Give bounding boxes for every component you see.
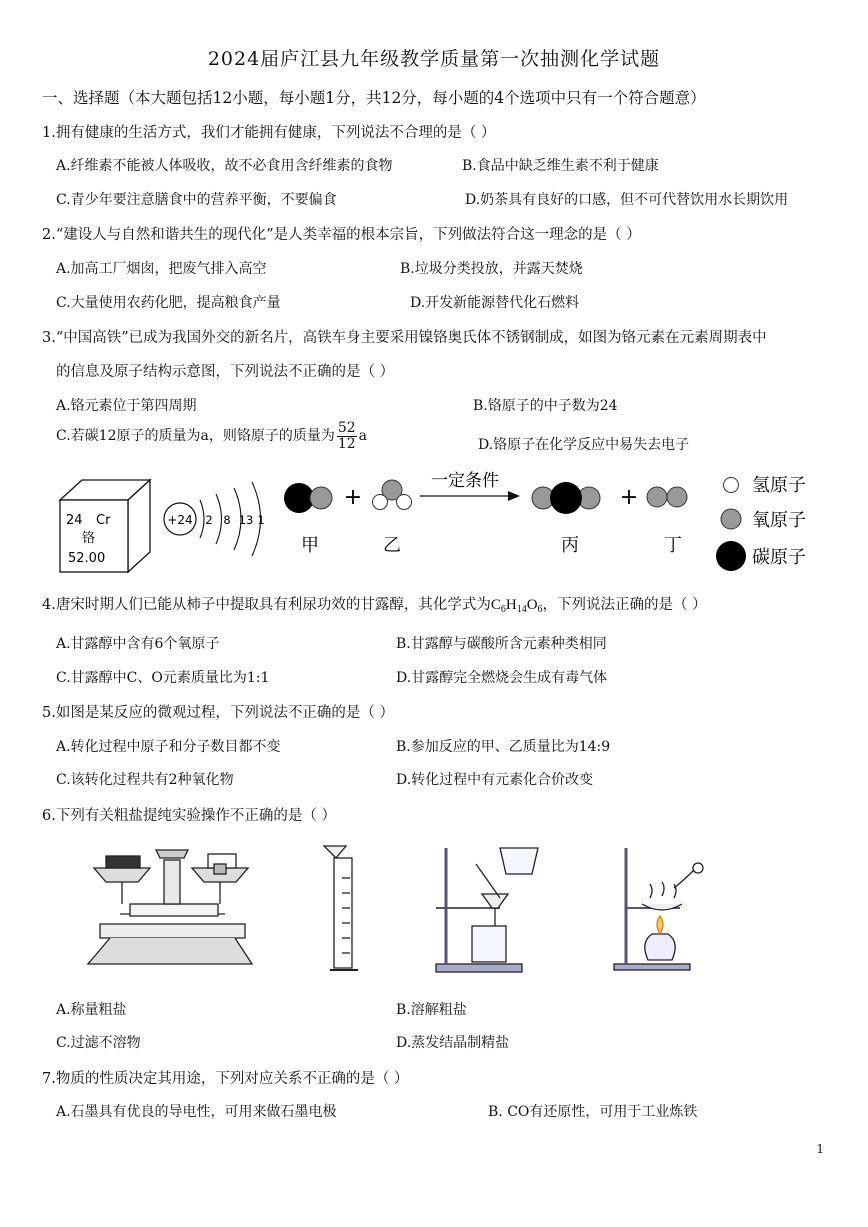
question-3-stem-line-2: 的信息及原子结构示意图，下列说法不正确的是（ ）: [56, 364, 395, 380]
filtration-setup-illustration: [436, 848, 538, 972]
question-1-option-c: C.青少年要注意膳食中的营养平衡，不要偏食: [56, 192, 337, 208]
formula-h: H: [505, 597, 517, 613]
question-2-option-d: D.开发新能源替代化石燃料: [410, 295, 580, 311]
atom: [647, 487, 667, 507]
nucleus-charge: +24: [167, 513, 193, 527]
element-card: [60, 480, 150, 572]
mass-fraction: [337, 421, 357, 451]
question-3-option-a: A.铬元素位于第四周期: [56, 398, 197, 414]
section-heading: 一、选择题（本大题包括12小题，每小题1分，共12分，每小题的4个选项中只有一个符合题意）: [42, 89, 706, 107]
shell-electrons-4: 1: [257, 513, 265, 527]
atom-legend: [716, 475, 806, 571]
formula-o: O: [526, 597, 538, 613]
question-3-option-b: B.铬原子的中子数为24: [473, 398, 618, 414]
carbon-legend-swatch: [716, 541, 746, 571]
fraction-denominator: 12: [337, 435, 356, 452]
question-2-option-b: B.垃圾分类投放，并露天焚烧: [400, 261, 583, 277]
atom: [667, 487, 687, 507]
label-jia: 甲: [301, 535, 319, 556]
question-4-option-a: A.甘露醇中含有6个氧原子: [56, 636, 220, 652]
question-4-option-d: D.甘露醇完全燃烧会生成有毒气体: [396, 670, 608, 686]
shell-arc-2: [216, 494, 222, 544]
shell-electrons-3: 13: [238, 513, 254, 527]
question-4-option-b: B.甘露醇与碳酸所含元素种类相同: [396, 636, 607, 652]
question-5-option-c: C.该转化过程共有2种氧化物: [56, 772, 234, 788]
question-1-stem: 1.拥有健康的生活方式，我们才能拥有健康，下列说法不合理的是（ ）: [42, 125, 496, 141]
label-bing: 丙: [561, 535, 579, 556]
molecule-yi: [373, 480, 412, 510]
carbon-atom: [550, 482, 582, 514]
reaction-condition: 一定条件: [431, 471, 499, 491]
evaporation-setup-illustration: [614, 848, 703, 970]
question-3-option-c-text: C.若碳12原子的质量为a，则铬原子的质量为: [56, 428, 335, 445]
question-7-option-b: B. CO有还原性，可用于工业炼铁: [488, 1104, 698, 1120]
hydrogen-legend-swatch: [724, 478, 739, 493]
question-2-option-a: A.加高工厂烟囱，把废气排入高空: [56, 261, 267, 277]
question-6-stem: 6.下列有关粗盐提纯实验操作不正确的是（ ）: [42, 808, 336, 824]
label-yi: 乙: [383, 535, 401, 556]
question-6-option-d: D.蒸发结晶制精盐: [396, 1035, 510, 1051]
fraction-variable: a: [358, 428, 368, 445]
lab-apparatus-figure: [80, 838, 720, 980]
question-1-option-b: B.食品中缺乏维生素不利于健康: [462, 158, 659, 174]
question-2-option-c: C.大量使用农药化肥，提高粮食产量: [56, 295, 281, 311]
graduated-cylinder-illustration: [324, 846, 358, 970]
hydrogen-atom: [373, 495, 388, 510]
question-5-stem: 5.如图是某反应的微观过程，下列说法不正确的是（ ）: [42, 705, 394, 721]
formula-o-sub: 6: [537, 604, 543, 615]
page-title: 2024届庐江县九年级教学质量第一次抽测化学试题: [207, 48, 661, 70]
molecule-ding: [647, 487, 687, 507]
question-3-option-c: [56, 421, 367, 451]
oxygen-legend-label: 氧原子: [752, 510, 806, 531]
carbon-legend-label: 碳原子: [752, 547, 806, 568]
balance-illustration: [88, 850, 252, 964]
element-mass: 52.00: [68, 551, 106, 566]
shell-arc-1: [200, 500, 204, 538]
question-4-stem-post: ，下列说法正确的是（ ）: [542, 597, 707, 613]
plus-sign-1: +: [343, 485, 363, 510]
question-6-option-a: A.称量粗盐: [56, 1002, 127, 1018]
label-ding: 丁: [664, 535, 682, 556]
question-7-stem: 7.物质的性质决定其用途，下列对应关系不正确的是（ ）: [42, 1071, 409, 1087]
element-name: 铬: [82, 531, 96, 546]
formula-c-sub: 6: [500, 604, 506, 615]
question-4-option-c: C.甘露醇中C、O元素质量比为1:1: [56, 670, 270, 686]
question-3-option-d: D.铬原子在化学反应中易失去电子: [478, 437, 690, 453]
question-4-stem-pre: 4.唐宋时期人们已能从柿子中提取具有利尿功效的甘露醇，其化学式为: [42, 597, 491, 613]
shell-electrons-2: 8: [223, 513, 231, 527]
plus-sign-2: +: [619, 485, 639, 510]
question-1-option-a: A.纤维素不能被人体吸收，故不必食用含纤维素的食物: [56, 158, 393, 174]
formula-h-sub: 14: [516, 604, 527, 615]
atom-structure-diagram: [164, 482, 265, 556]
question-5-option-d: D.转化过程中有元素化合价改变: [396, 772, 594, 788]
question-4-stem: [42, 593, 707, 615]
fraction-numerator: 52: [337, 420, 356, 436]
question-3-stem-line-1: 3.“中国高铁”已成为我国外交的新名片，高铁车身主要采用镍铬奥氏体不锈钢制成，如图为铬元素在元素周期表中: [42, 330, 767, 346]
question-2-stem: 2.“建设人与自然和谐共生的现代化”是人类幸福的根本宗旨，下列做法符合这一理念的是（ ）: [42, 227, 641, 243]
element-symbol: Cr: [96, 513, 111, 528]
shell-electrons-1: 2: [205, 513, 213, 527]
page-number: 1: [816, 1142, 824, 1156]
question-6-option-c: C.过滤不溶物: [56, 1035, 141, 1051]
element-number: 24: [66, 513, 83, 528]
molecule-jia: [284, 483, 332, 513]
reaction-arrow: [420, 471, 520, 501]
hydrogen-atom: [397, 495, 412, 510]
mannitol-formula: [491, 597, 543, 613]
oxygen-legend-swatch: [721, 509, 741, 529]
hydrogen-legend-label: 氢原子: [752, 475, 806, 496]
question-5-option-b: B.参加反应的甲、乙质量比为14:9: [396, 739, 611, 755]
oxygen-atom: [310, 487, 332, 509]
question-1-option-d: D.奶茶具有良好的口感，但不可代替饮用水长期饮用: [465, 192, 789, 208]
question-7-option-a: A.石墨具有优良的导电性，可用来做石墨电极: [56, 1104, 337, 1120]
q3-q5-figure: [40, 470, 840, 578]
molecule-bing: [532, 482, 600, 514]
question-5-option-a: A.转化过程中原子和分子数目都不变: [56, 739, 281, 755]
formula-c: C: [490, 597, 501, 613]
question-6-option-b: B.溶解粗盐: [396, 1002, 467, 1018]
